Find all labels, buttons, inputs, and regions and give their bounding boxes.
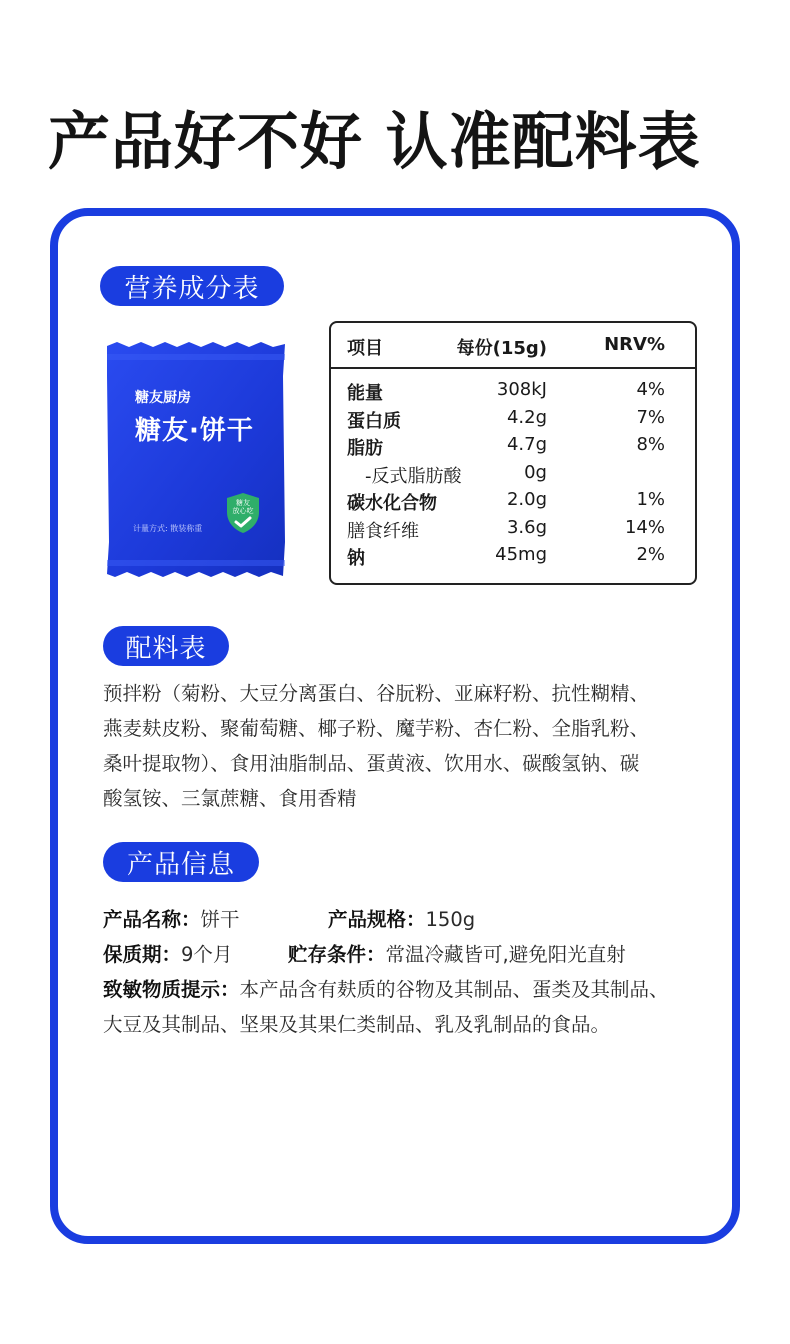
badge-text: 糖友 放心吃 [232, 499, 254, 515]
row-nrv: 8% [636, 434, 665, 455]
nutrition-table [329, 321, 697, 585]
row-amount: 0g [524, 462, 547, 483]
row-nrv: 4% [636, 379, 665, 400]
product-package-image [105, 342, 287, 578]
shelf-life-line [103, 939, 232, 967]
row-amount: 4.7g [506, 434, 547, 455]
row-amount: 2.0g [506, 489, 547, 510]
header-item: 项目 [347, 338, 383, 359]
row-name: 钠 [347, 548, 365, 569]
product-name-label: 产品名称： [103, 908, 201, 931]
row-name: 脂肪 [347, 438, 383, 459]
row-amount: 3.6g [506, 517, 547, 538]
shelf-life-value: 9个月 [181, 943, 233, 966]
allergen-value-cont: 大豆及其制品、坚果及其果仁类制品、乳及乳制品的食品。 [103, 1013, 611, 1036]
product-spec-value: 150g [425, 908, 476, 931]
ingredients-section-title: 配料表 [103, 626, 229, 666]
product-info-section-title: 产品信息 [103, 842, 259, 882]
package-brand: 糖友厨房 [135, 390, 191, 406]
row-name: 膳食纤维 [347, 521, 419, 542]
row-amount: 308kJ [496, 379, 547, 400]
product-spec-line [328, 904, 475, 932]
ingredients-line: 预拌粉（菊粉、大豆分离蛋白、谷朊粉、亚麻籽粉、抗性糊精、 [103, 682, 650, 705]
row-name: 碳水化合物 [347, 493, 437, 514]
row-name: -反式脂肪酸 [365, 466, 462, 487]
header-per-serving: 每份(15g) [456, 338, 547, 359]
product-spec-label: 产品规格： [328, 908, 426, 931]
package-meter-text: 计量方式: 散装称重 [133, 524, 203, 533]
row-amount: 45mg [495, 544, 547, 565]
package-product-name: 糖友·饼干 [135, 416, 254, 446]
row-name: 能量 [347, 383, 383, 404]
ingredients-text [103, 676, 713, 816]
product-name-value: 饼干 [200, 908, 240, 931]
allergen-line [103, 974, 669, 1002]
row-nrv: 7% [636, 407, 665, 428]
row-nrv: 2% [636, 544, 665, 565]
allergen-value: 本产品含有麸质的谷物及其制品、蛋类及其制品、 [239, 978, 669, 1001]
header-nrv: NRV% [604, 334, 665, 355]
product-name-line [103, 904, 240, 932]
ingredients-line: 桑叶提取物）、食用油脂制品、蛋黄液、饮用水、碳酸氢钠、碳 [103, 752, 640, 775]
row-nrv: 14% [624, 517, 665, 538]
row-nrv: 1% [636, 489, 665, 510]
ingredients-line: 燕麦麸皮粉、聚葡萄糖、椰子粉、魔芋粉、杏仁粉、全脂乳粉、 [103, 717, 650, 740]
storage-line [288, 939, 626, 967]
row-amount: 4.2g [506, 407, 547, 428]
nutrition-section-title: 营养成分表 [100, 266, 284, 306]
page-headline: 产品好不好 认准配料表 [48, 105, 701, 178]
allergen-line-2 [103, 1009, 610, 1037]
storage-value: 常温冷藏皆可,避免阳光直射 [385, 943, 626, 966]
shelf-life-label: 保质期： [103, 943, 182, 966]
storage-label: 贮存条件： [288, 943, 386, 966]
nutrition-table-header [331, 323, 695, 369]
allergen-label: 致敏物质提示： [103, 978, 240, 1001]
row-name: 蛋白质 [347, 411, 401, 432]
ingredients-line: 酸氢铵、三氯蔗糖、食用香精 [103, 787, 357, 810]
